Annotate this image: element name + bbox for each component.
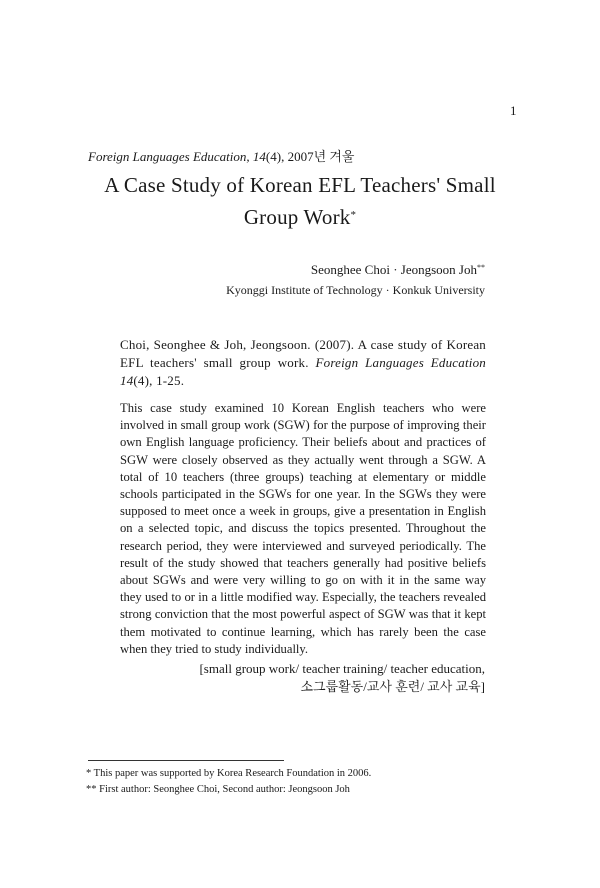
keywords <box>199 660 485 696</box>
footnote-1: * This paper was supported by Korea Research Foundation in 2006. <box>86 768 372 779</box>
abstract: This case study examined 10 Korean English teachers who were involved in small group work (SGW) for the purpose of improving their own English language proficiency. Their beliefs about and practices of SGW were closely observed as they actually went through a SGW. A total of 10 teachers (three groups) teaching at elementary or middle schools participated in the SGWs for one year. In the SGWs they were supposed to meet once a week in groups, give a presentation in English on a selected topic, and discuss the topics presented. Throughout the research period, they were interviewed and surveyed periodically. The result of the study showed that teachers generally had positive beliefs about SGWs and were very willing to go on with it in the same way they used to or in a little modified way. Especially, the teachers revealed strong conviction that the most powerful aspect of SGW was that it kept them motivated to continue learning, which has rarely been the case when they tried to study individually. <box>120 401 486 656</box>
journal-info <box>88 146 355 165</box>
footnotes <box>86 766 371 798</box>
page-number: 1 <box>510 103 517 118</box>
title-footnote-marker: * <box>350 209 357 221</box>
citation-rest: (4), 1-25. <box>133 373 185 388</box>
footnote-2: ** First author: Seonghee Choi, Second author: Jeongsoon Joh <box>86 784 350 795</box>
paper-title-line2: Group Work <box>243 205 351 229</box>
journal-issue-year: (4), 2007년 겨울 <box>265 149 355 164</box>
paper-title <box>60 170 540 232</box>
keywords-line1: [small group work/ teacher training/ teacher education, <box>199 661 485 676</box>
footnote-divider <box>88 760 284 761</box>
keywords-line2: 소그룹활동/교사 훈련/ 교사 교육] <box>300 679 485 694</box>
author-affiliation: Kyonggi Institute of Technology · Konkuk University <box>226 283 485 297</box>
journal-name: Foreign Languages Education, <box>88 149 250 164</box>
author-names-line <box>311 262 485 278</box>
paper-title-line1: A Case Study of Korean EFL Teachers' Small <box>104 173 496 197</box>
citation <box>120 336 486 390</box>
author-footnote-marker: ** <box>477 263 485 272</box>
citation-prefix: Choi, Seonghee & Joh, Jeongsoon. (2007). A case study of Korean EFL teachers' small group work. <box>120 337 486 370</box>
journal-volume: 14 <box>252 149 266 164</box>
citation-journal: Foreign Languages Education <box>315 355 487 370</box>
citation-volume: 14 <box>120 373 134 388</box>
author-names: Seonghee Choi · Jeongsoon Joh <box>310 262 477 277</box>
